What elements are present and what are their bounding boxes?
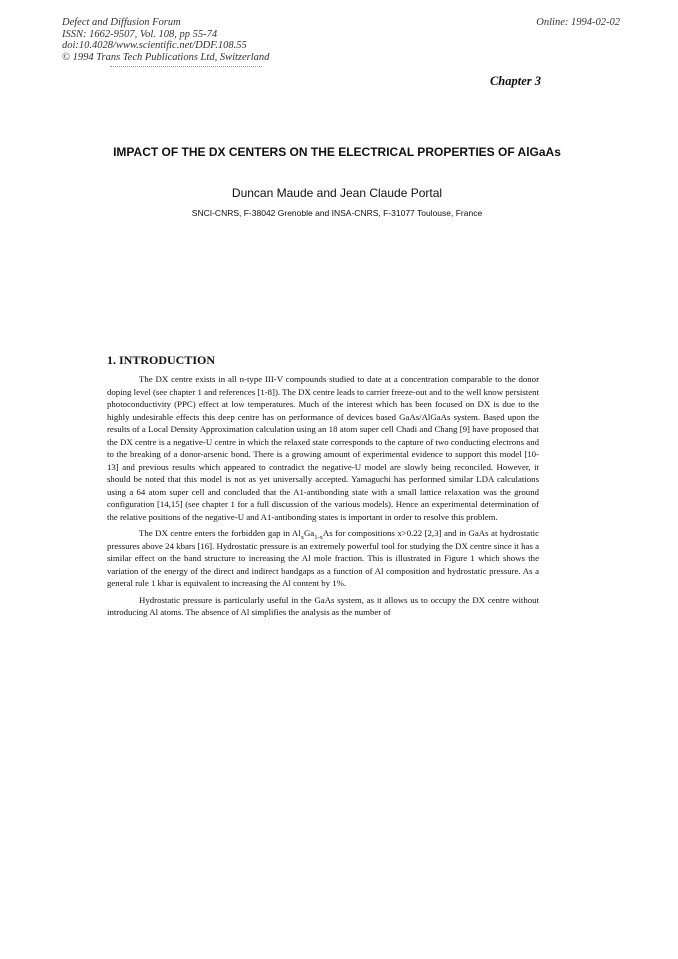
paragraph-2 [107, 527, 539, 590]
paper-title: IMPACT OF THE DX CENTERS ON THE ELECTRICAL PROPERTIES OF AlGaAs [113, 145, 561, 159]
issn-line: ISSN: 1662-9507, Vol. 108, pp 55-74 [62, 28, 218, 40]
online-date: Online: 1994-02-02 [536, 17, 620, 28]
scan-artifact-line [110, 66, 262, 68]
subscript: x [300, 533, 304, 541]
copyright-line: © 1994 Trans Tech Publications Ltd, Switzerland [62, 51, 270, 63]
chapter-label: Chapter 3 [489, 74, 541, 88]
subscript: 1-x [314, 533, 323, 541]
body-text [107, 373, 539, 623]
paragraph-1: The DX centre exists in all n-type III-V compounds studied to date at a concentration comparable to the donor doping level (see chapter 1 and references [1-8]). The DX centre leads to carrier freeze-out and to the well know persistent photoconductivity (PPC) effect at low temperatures. Much of the interest which has been focused on DX is due to the highly undesirable effects this deep centre has on performance of devices based GaAs/AlGaAs system. Based upon the results of a Local Density Approximation calculation using an 18 atom super cell Chadi and Chang [9] have proposed that the DX centre is a negative-U centre in which the relaxed state corresponds to the capture of two conducting electrons and to the breaking of a donor-arsenic bond. There is a growing amount of experimental evidence to support this model [10-13] and previous results which appeared to contradict the negative-U model are slowly being reconciled. However, it should be noted that this model is not as yet universally accepted. Yamaguchi has performed similar LDA calculations using a 64 atom super cell and concluded that the A1-antibonding state with a small lattice relaxation was the ground configuration [14,15] (see chapter 1 for a full discussion of the various models). Hence an experimental determination of the relative positions of the negative-U and A1-antibonding states is important in order to resolve this problem. [107, 374, 539, 522]
paragraph-2-part: As for compositions x>0.22 [2,3] and in GaAs at hydrostatic pressures above 24 kbars [16]. Hydrostatic pressure is an extremely powerful tool for studying the DX centre since it has a similar effect on the band structure to increasing the Al mole fraction. This is illustrated in Figure 1 which shows the variation of the energy of the direct and indirect bandgaps as a function of Al composition and hydrostatic pressure. As a general rule 1 kbar is equivalent to increasing the Al content by 1%. [107, 528, 539, 588]
journal-header [62, 17, 269, 63]
paragraph-2-part: The DX centre enters the forbidden gap in Al [139, 528, 301, 538]
section-heading: 1. INTRODUCTION [107, 353, 216, 367]
paragraph-3: Hydrostatic pressure is particularly useful in the GaAs system, as it allows us to occupy the DX centre without introducing Al atoms. The absence of Al simplifies the analysis as the number of [107, 594, 539, 617]
authors: Duncan Maude and Jean Claude Portal [231, 186, 443, 200]
doi-line: doi:10.4028/www.scientific.net/DDF.108.55 [62, 40, 247, 51]
affiliation: SNCI-CNRS, F-38042 Grenoble and INSA-CNRS, F-31077 Toulouse, France [191, 208, 483, 218]
paragraph-2-part: Ga [303, 528, 315, 538]
journal-name: Defect and Diffusion Forum [62, 17, 181, 28]
